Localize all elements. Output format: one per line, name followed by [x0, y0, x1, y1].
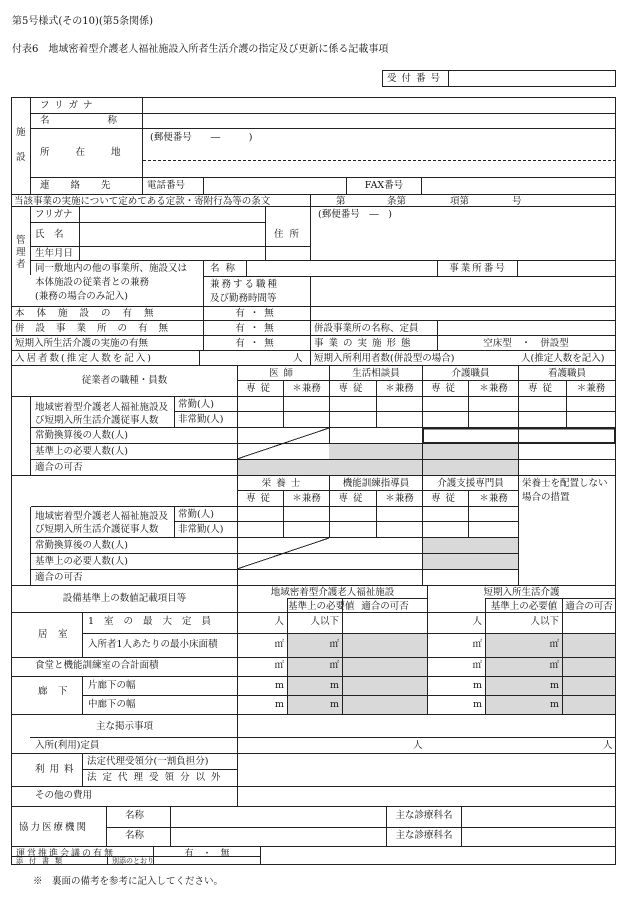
concurrent-label-3: (兼務の場合のみ記入)	[35, 291, 128, 302]
attachment-label: 添付書類	[16, 857, 68, 865]
attachment-value: 別添のとおり	[112, 857, 154, 865]
unit-m2-4: ㎡	[329, 660, 339, 671]
no-nutritionist-1: 栄養士を配置しない	[522, 478, 608, 489]
combined-value[interactable]: 有・無	[235, 323, 279, 334]
article-2: 条第	[387, 196, 407, 207]
s2-full-time-3: 専従	[430, 493, 460, 504]
shortstay-form-label: 事業の実施形態	[314, 338, 416, 349]
s2-concurrent-1: ＊兼務	[292, 493, 321, 504]
medical-label: 協力医療機関	[19, 822, 89, 833]
unit-m2-7: ㎡	[472, 660, 482, 671]
unit-m2-8: ㎡	[549, 660, 559, 671]
unit-person-1: 人	[274, 616, 284, 627]
equipment-short-col: 短期入所生活介護	[483, 587, 560, 598]
unit-m-6: m	[549, 680, 559, 691]
combined-label: 併設事業所の有無	[15, 323, 180, 334]
required-label: 基準上の必要人数(人)	[35, 446, 128, 457]
middle-corridor-label: 中廊下の幅	[88, 699, 136, 710]
job-counselor: 生活相談員	[352, 368, 400, 379]
concurrent-name-label: 名称	[210, 263, 242, 274]
job-nurse: 看護職員	[547, 368, 586, 379]
concurrent-label-1: 同一敷地内の他の事業所、施設又は	[35, 263, 188, 274]
fee-in-proxy-label: 法定代理受領分(一割負担分)	[87, 756, 209, 767]
full-time-3: 専従	[430, 383, 460, 394]
concurrent-2: ＊兼務	[385, 383, 414, 394]
manager-group-3: 者	[16, 259, 26, 270]
corridor-label-2: 下	[58, 686, 68, 697]
job-care-manager: 介護支援専門員	[437, 478, 504, 489]
staff-header: 従業者の職種・員数	[81, 375, 168, 386]
unit-m-2: m	[329, 680, 339, 691]
office-number-label: 事業所番号	[449, 263, 507, 274]
receipt-number-label: 受付番号	[386, 73, 445, 84]
unit-person-2: 人	[472, 616, 482, 627]
concurrent-label-2: 本体施設の従業者との兼務	[35, 277, 150, 288]
s2-full-time-1: 専従	[245, 493, 275, 504]
staff-row-label-2: び短期入所生活介護従事人数	[35, 415, 159, 426]
concurrent-4: ＊兼務	[576, 383, 606, 394]
facility-group-label-1: 施	[16, 127, 26, 138]
main-facility-label: 本体施設の有無	[15, 308, 166, 319]
concurrent-1: ＊兼務	[292, 383, 321, 394]
min-area-label: 入所者1人あたりの最小床面積	[88, 639, 218, 650]
equipment-header: 設備基準上の数値記載項目等	[62, 593, 187, 604]
form-number: 第5号様式(その10)(第5条関係)	[12, 16, 154, 27]
medical-dept-label-1: 主な診療科名	[395, 810, 453, 821]
unit-m-4: m	[329, 699, 339, 710]
eq-required-2: 基準上の必要値	[490, 601, 558, 612]
full-time-2: 専従	[338, 383, 368, 394]
s2-concurrent-3: ＊兼務	[479, 493, 508, 504]
s2-required-label: 基準上の必要人数(人)	[35, 556, 128, 567]
unit-m2-6: ㎡	[549, 639, 559, 650]
unit-m2-1: ㎡	[274, 639, 284, 650]
corridor-label-1: 廊	[38, 686, 48, 697]
s2-row-label-1: 地域密着型介護老人福祉施設及	[35, 511, 169, 522]
medical-name-label-2: 名称	[125, 830, 145, 841]
medical-name-label-1: 名称	[125, 810, 145, 821]
room-label-1: 居	[38, 629, 48, 640]
manager-group-1: 管	[16, 235, 26, 246]
job-nutritionist: 栄養士	[261, 478, 306, 489]
residents-unit: 人	[293, 353, 303, 364]
job-caregiver: 介護職員	[451, 368, 490, 379]
combined-name-label: 併設事業所の名称、定員	[314, 323, 419, 334]
main-facility-value[interactable]: 有・無	[235, 308, 279, 319]
facility-name-label: 名称	[40, 115, 176, 126]
job-trainer: 機能訓練指導員	[342, 478, 410, 489]
capacity-unit-1: 人	[413, 740, 423, 751]
facility-contact-label: 連絡先	[40, 180, 132, 191]
room-label-2: 室	[58, 629, 68, 640]
unit-m-7: m	[472, 699, 482, 710]
shortstay-form-value[interactable]: 空床型 ・ 併設型	[483, 338, 569, 349]
article-3: 項第	[450, 196, 470, 207]
compliance-label: 適合の可否	[35, 462, 83, 473]
unit-below-2: 人以下	[530, 616, 559, 627]
irregular-label: 非常勤(人)	[178, 414, 224, 425]
s2-irregular-label: 非常勤(人)	[178, 524, 224, 535]
unit-m-5: m	[472, 680, 482, 691]
facility-group-label-2: 設	[16, 152, 26, 163]
unit-m-3: m	[274, 699, 284, 710]
receipt-number-field[interactable]	[449, 71, 615, 86]
s2-regular-label: 常勤(人)	[178, 509, 214, 520]
concurrent-duties-2: 及び勤務時間等	[210, 293, 277, 304]
staff-row-label-1: 地域密着型介護老人福祉施設及	[35, 402, 169, 413]
capacity-label: 入所(利用)定員	[35, 740, 100, 751]
manager-name-label: 氏 名	[35, 229, 64, 240]
manager-furigana-label: フリガナ	[35, 209, 73, 220]
manager-postal: (郵便番号 ― )	[318, 209, 392, 220]
footnote: ※ 裏面の備考を参考に記入してください。	[33, 876, 224, 887]
notice-header: 主な掲示事項	[95, 721, 153, 732]
medical-dept-label-2: 主な診療科名	[395, 830, 453, 841]
manager-birthdate-label: 生年月日	[35, 248, 74, 259]
shortstay-value[interactable]: 有・無	[235, 338, 279, 349]
facility-furigana-label: フリガナ	[40, 100, 98, 111]
full-time-4: 専従	[527, 383, 557, 394]
concurrent-duties-1: 兼務する職種	[210, 279, 280, 290]
unit-m2-2: ㎡	[329, 639, 339, 650]
unit-below-1: 人以下	[310, 616, 339, 627]
shortstay-label: 短期入所生活介護の実施の有無	[15, 338, 149, 349]
eq-compliance-2: 適合の可否	[565, 601, 613, 612]
other-fees-label: その他の費用	[35, 790, 93, 801]
manager-group-2: 理	[16, 247, 26, 258]
s2-concurrent-2: ＊兼務	[385, 493, 414, 504]
fee-label: 利用料	[35, 764, 79, 775]
s2-compliance-label: 適合の可否	[35, 572, 83, 583]
article-1: 第	[336, 196, 346, 207]
council-label: 運営推進会議の有無	[16, 849, 116, 859]
capacity-unit-2: 人	[603, 740, 613, 751]
regular-label: 常勤(人)	[178, 399, 214, 410]
s2-row-label-2: び短期入所生活介護従事人数	[35, 524, 159, 535]
article-4: 号	[512, 196, 522, 207]
eq-required-1: 基準上の必要値	[288, 601, 355, 612]
unit-m2-3: ㎡	[274, 660, 284, 671]
fax-label: FAX番号	[364, 180, 404, 191]
facility-address-label: 所在地	[40, 147, 147, 158]
short-users-unit: 人(推定人数を記入)	[521, 353, 605, 364]
unit-m-1: m	[274, 680, 284, 691]
no-nutritionist-2: 場合の措置	[522, 492, 570, 503]
unit-m2-5: ㎡	[472, 639, 482, 650]
residents-label: 入居者数(推定人数を記入)	[15, 353, 153, 364]
s2-full-time-2: 専従	[338, 493, 368, 504]
equipment-facility-col: 地域密着型介護老人福祉施設	[270, 587, 395, 598]
concurrent-3: ＊兼務	[479, 383, 508, 394]
unit-m-8: m	[549, 699, 559, 710]
eq-compliance-1: 適合の可否	[361, 601, 409, 612]
dining-area-label: 食堂と機能訓練室の合計面積	[35, 660, 159, 671]
rules-label: 当該事業の実施について定めてある定款・寄附行為等の条文	[14, 196, 271, 207]
fee-out-proxy-label: 法定代理受領分以外	[87, 772, 227, 783]
job-doctor: 医師	[268, 368, 298, 379]
council-value[interactable]: 有 ・ 無	[184, 849, 230, 859]
phone-label: 電話番号	[147, 180, 186, 191]
one-side-corridor-label: 片廊下の幅	[88, 680, 136, 691]
s2-fte-label: 常勤換算後の人数(人)	[35, 540, 128, 551]
form-title: 付表6 地域密着型介護老人福祉施設入所者生活介護の指定及び更新に係る記載事項	[12, 44, 389, 55]
fte-label: 常勤換算後の人数(人)	[35, 430, 128, 441]
manager-address-label: 住所	[274, 229, 306, 240]
facility-postal: (郵便番号 ― )	[150, 132, 253, 143]
max-capacity-label: 1室の最大定員	[88, 616, 222, 627]
short-users-label: 短期入所利用者数(併設型の場合)	[314, 353, 455, 364]
full-time-1: 専従	[245, 383, 275, 394]
